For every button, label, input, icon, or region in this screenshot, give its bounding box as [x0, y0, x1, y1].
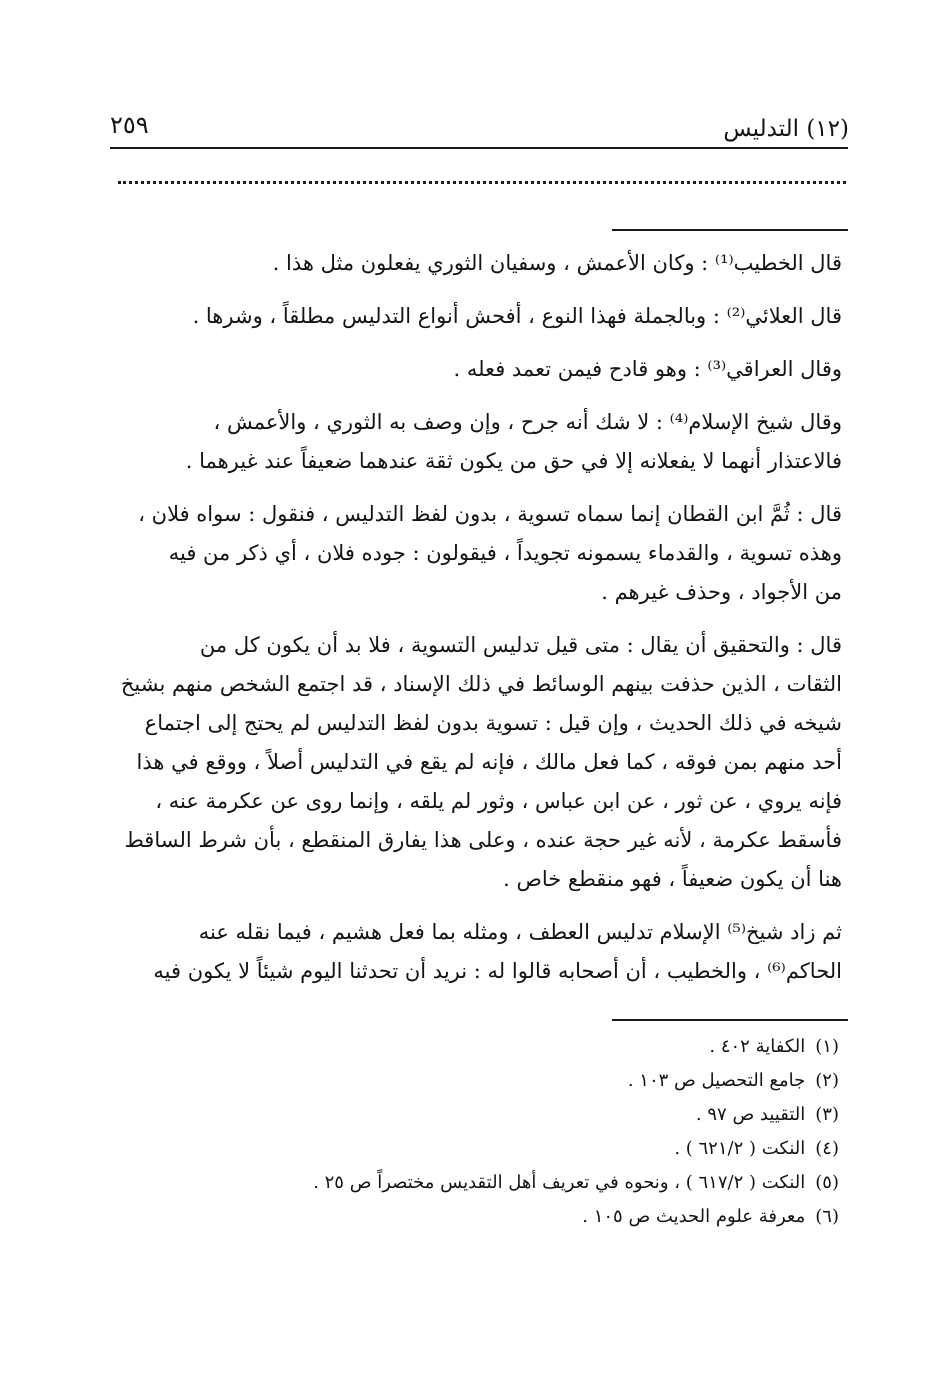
footnote-number: (٣) [815, 1104, 839, 1125]
footnote-number: (٦) [815, 1206, 839, 1227]
footnote [313, 1030, 839, 1064]
text-line: وهذه تسوية ، والقدماء يسمونه تجويداً ، فيقولون : جوده فلان ، أي ذكر من فيه [168, 541, 842, 565]
footnote-rule [612, 1019, 848, 1021]
footnote-text: النكت ( ٦٢١/٢ ) . [674, 1138, 806, 1159]
chapter-title: (١٢) التدليس [723, 116, 849, 142]
footnote [313, 1098, 839, 1132]
text-line: ثم زاد شيخ⁽⁵⁾ الإسلام تدليس العطف ، ومثله بما فعل هشيم ، فيما نقله عنه [198, 920, 842, 944]
text-line: وقال شيخ الإسلام⁽⁴⁾ : لا شك أنه جرح ، وإن وصف به الثوري ، والأعمش ، [213, 410, 842, 434]
text-line: قال العلائي⁽²⁾ : وبالجملة فهذا النوع ، أفحش أنواع التدليس مطلقاً ، وشرها . [192, 304, 842, 328]
text-line: من الأجواد ، وحذف غيرهم . [601, 580, 842, 604]
text-line: فأسقط عكرمة ، لأنه غير حجة عنده ، وعلى هذا يفارق المنقطع ، بأن شرط الساقط [124, 828, 842, 852]
footnote [313, 1166, 839, 1200]
page-number: ٢٥٩ [110, 111, 149, 139]
paragraph [104, 297, 842, 336]
header-rule [110, 147, 848, 149]
section-rule [612, 229, 848, 231]
text-line: هنا أن يكون ضعيفاً ، فهو منقطع خاص . [503, 867, 842, 891]
footnote-text: التقييد ص ٩٧ . [695, 1104, 806, 1125]
text-line: أحد منهم بمن فوقه ، كما فعل مالك ، فإنه لم يقع في التدليس أصلاً ، ووقع في هذا [136, 750, 842, 774]
paragraph [104, 913, 842, 991]
footnote [313, 1200, 839, 1234]
footnotes [313, 1030, 839, 1234]
footnote-number: (٥) [815, 1172, 839, 1193]
dotted-separator [118, 181, 846, 184]
paragraph [104, 495, 842, 612]
paragraph [104, 403, 842, 481]
footnote-number: (١) [815, 1036, 839, 1057]
paragraph [104, 244, 842, 283]
footnote [313, 1064, 839, 1098]
footnote-number: (٤) [815, 1138, 839, 1159]
text-line: فإنه يروي ، عن ثور ، عن ابن عباس ، وثور لم يلقه ، وإنما روى عن عكرمة عنه ، [155, 789, 842, 813]
footnote-text: جامع التحصيل ص ١٠٣ . [627, 1070, 806, 1091]
body-text [104, 244, 842, 1005]
text-line: شيخه في ذلك الحديث ، وإن قيل : تسوية بدون لفظ التدليس لم يحتج إلى اجتماع [144, 711, 842, 735]
footnote-number: (٢) [815, 1070, 839, 1091]
paragraph [104, 626, 842, 899]
text-line: الثقات ، الذين حذفت بينهم الوسائط في ذلك الإسناد ، قد اجتمع الشخص منهم بشيخ [120, 672, 842, 696]
text-line: قال : والتحقيق أن يقال : متى قيل تدليس التسوية ، فلا بد أن يكون كل من [199, 633, 842, 657]
text-line: الحاكم⁽⁶⁾ ، والخطيب ، أن أصحابه قالوا له : نريد أن تحدثنا اليوم شيئاً لا يكون فيه [153, 959, 842, 983]
text-line: وقال العراقي⁽³⁾ : وهو قادح فيمن تعمد فعله . [453, 357, 842, 381]
footnote-text: النكت ( ٦١٧/٢ ) ، ونحوه في تعريف أهل التقديس مختصراً ص ٢٥ . [313, 1172, 806, 1193]
text-line: فالاعتذار أنهما لا يفعلانه إلا في حق من يكون ثقة عندهما ضعيفاً عند غيرهما . [185, 449, 842, 473]
footnote-text: الكفاية ٤٠٢ . [709, 1036, 806, 1057]
footnote-text: معرفة علوم الحديث ص ١٠٥ . [582, 1206, 806, 1227]
paragraph [104, 350, 842, 389]
text-line: قال الخطيب⁽¹⁾ : وكان الأعمش ، وسفيان الثوري يفعلون مثل هذا . [272, 251, 842, 275]
text-line: قال : ثُمَّ ابن القطان إنما سماه تسوية ، بدون لفظ التدليس ، فنقول : سواه فلان ، [138, 502, 842, 526]
footnote [313, 1132, 839, 1166]
